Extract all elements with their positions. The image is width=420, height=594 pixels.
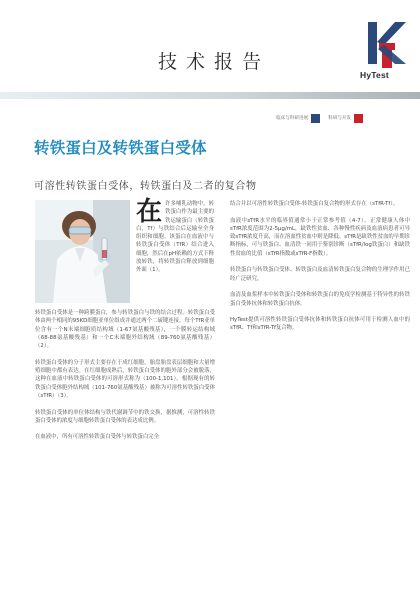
header-divider [0,92,420,99]
lab-scientist-photo [35,200,130,303]
left-paragraph: 在血液中，所有可溶性转铁蛋白受体与转铁蛋白完全 [35,434,159,441]
right-paragraph: 血清及血浆样本中转铁蛋白受体和转铁蛋白的免疫学检测基于特异性的转铁蛋白受体抗体和转铁蛋白抗体。 [230,292,410,307]
intro-body: 许多哺乳动物中，转铁蛋白作为最主要的铁运输蛋白（转铁蛋白，Tf）与铁结合后运输至全身组织和细胞。该蛋白在血液中与转铁蛋白受体（TfR）结合进入细胞，然后在pH依赖的方式下释放转铁，将转铁蛋白释放到细胞外面（1）。 [136,201,214,274]
drop-cap: 在 [136,197,163,227]
right-column [230,200,410,341]
left-column [35,309,215,450]
category-tags [276,114,363,123]
left-paragraph: 转铁蛋白受体的分子形式主要存在于成红细胞，胎盘胎盘表层细胞和大量增殖细胞中都有表达。在红细胞成熟后，转铁蛋白受体的胞外部分会被脱落，这种在血液中转铁蛋白受体的可溶形式称为（100-1,101）。根据现有的转铁蛋白受体胞外结构域（101-760氨基酸残基）被称为可溶性转铁蛋白受体（sTfR）（3）。 [35,359,215,399]
hytest-logo-icon [362,18,410,74]
document-type-heading: 技术报告 [158,51,271,73]
tag-clinical-swatch [311,114,320,123]
right-paragraph: 结合并以可溶性转铁蛋白受体-转铁蛋白复合物的形式存在（sTfR-Tf）。 [230,201,399,207]
page-title: 转铁蛋白及转铁蛋白受体 [34,139,207,157]
left-paragraph: 转铁蛋白受体是一种跨膜蛋白，参与转铁蛋白与铁的结合过程。转铁蛋白受体由两个相同的95KD细胞亚单位组成并通过两个二硫键连接。每个TfR亚单位含有一个N末端细胞质结构域（1-67氨基酸残基），一个膜转运结构域（68-88氨基酸残基）和一个C末端胞外结构域（89-760氨基酸残基）（2）。 [35,310,215,350]
left-paragraph: 转铁蛋白受体的单位体结构与铁代谢调节中的铁交换，据推测，可溶性转铁蛋白受体的浓度与细胞转铁蛋白受体的表达成比例。 [35,409,215,424]
intro-text [136,197,214,275]
tag-research-label: 科研与开发 [328,115,352,121]
page-subtitle: 可溶性转铁蛋白受体，转铁蛋白及二者的复合物 [34,181,257,192]
tag-clinical [276,114,320,123]
right-paragraph: HyTest提供可溶性转铁蛋白受体抗体和转铁蛋白抗体可用于检测人血中的sTfR、Tf和sTfR-Tf复合物。 [230,317,410,332]
intro-paragraph [136,197,214,275]
right-paragraph: 血液中sTfR水平的临界值通常小于正常参考值（4-7）。正常健康人体中sTfR浓度范围为2-5μg/mL，缺铁性贫血、各种慢性疾病及血液病患者可导致sTfR浓度升高，而在溶血性贫血中则是降低。sTfR是缺铁性贫血的早期诊断指标，可与铁蛋白、血清铁一同用于鉴别诊断（sTfR/log铁蛋白）和缺铁性贫血的比值（sTfR指数或sTfR-F指数）。 [230,217,410,257]
tag-research-swatch [354,114,363,123]
tag-clinical-label: 临床与科研进展 [276,115,309,121]
tag-research [328,114,363,123]
logo-wordmark: HyTest [360,70,389,80]
right-paragraph: 转铁蛋白与转铁蛋白受体、转铁蛋白及血清转铁蛋白复合物的生理学作用已经广泛研究。 [230,267,410,282]
